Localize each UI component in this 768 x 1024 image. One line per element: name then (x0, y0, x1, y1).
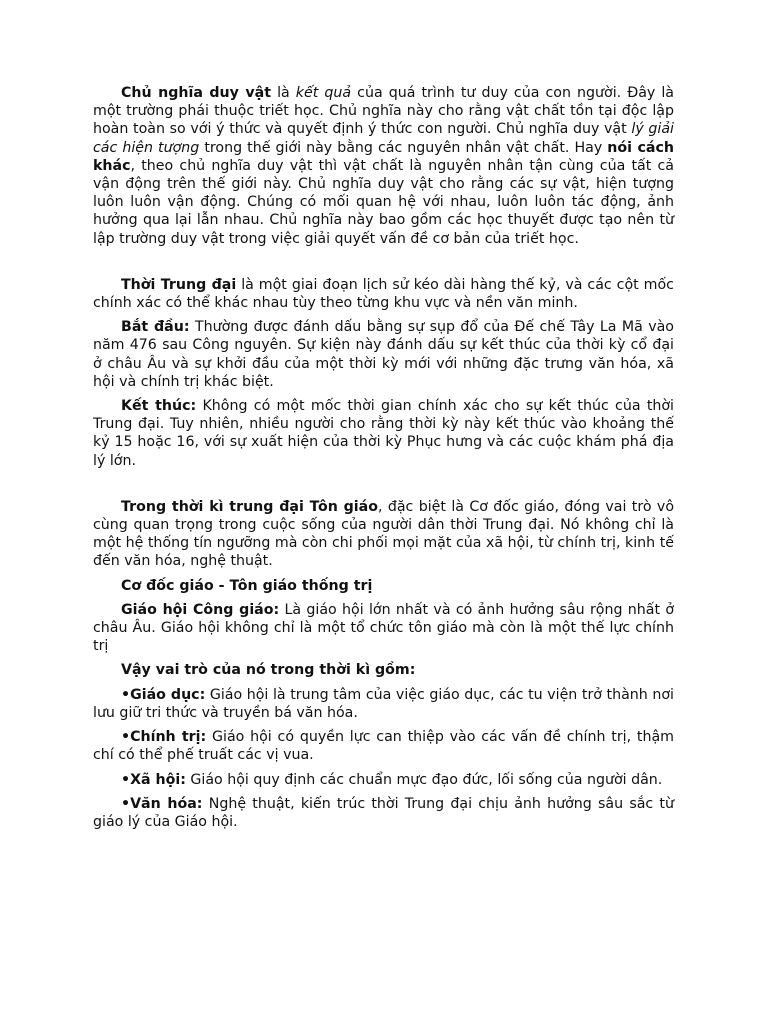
paragraph-middle-ages (93, 276, 674, 312)
paragraph-religion (93, 498, 674, 571)
bullet-label: •Giáo dục: (121, 686, 206, 703)
bullet-label: •Xã hội: (121, 771, 186, 788)
label-end: Kết thúc: (121, 398, 197, 415)
term-materialism: Chủ nghĩa duy vật (121, 85, 272, 101)
text-span: trong thế giới này bằng các nguyên nhân vật chất. Hay (199, 139, 608, 156)
heading-text: Vậy vai trò của nó trong thời kì gồm: (121, 662, 416, 679)
text-span: là (271, 85, 296, 101)
paragraph-end (93, 397, 674, 470)
heading-roles (93, 661, 674, 679)
label-catholic-church: Giáo hội Công giáo: (121, 601, 280, 618)
document-page (93, 84, 674, 831)
label-start: Bắt đầu: (121, 319, 190, 336)
text-span: Thường được đánh dấu bằng sự sụp đổ của Đế chế Tây La Mã vào năm 476 sau Công nguyên. Sự kiện này đánh dấu sự kết thúc của thời kỳ cổ đại ở châu Âu và sự khởi đầu của một thời kỳ mới với những đặc trưng văn hóa, xã hội và chính trị khác biệt. (93, 319, 674, 390)
italic-phrase: kết quả (295, 85, 352, 101)
text-span: của quá trình tư duy của con người. Đây là một trường phái thuộc triết học. Chủ nghĩa này cho rằng vật chất tồn tại độc lập hoàn toàn so với ý thức và quyết định ý thức con người. Chủ nghĩa duy vật (93, 85, 674, 138)
text-span: Không có một mốc thời gian chính xác cho sự kết thúc của thời Trung đại. Tuy nhiên, nhiều người cho rằng thời kỳ này kết thúc vào khoảng thế kỷ 15 hoặc 16, với sự xuất hiện của thời kỳ Phục hưng và các cuộc khám phá địa lý lớn. (93, 398, 675, 469)
term-religion: Trong thời kì trung đại Tôn giáo (121, 498, 378, 515)
italic-phrase: lý giải các hiện tượng (93, 121, 674, 156)
paragraph-start (93, 318, 674, 391)
bullet-politics (93, 728, 674, 764)
bullet-label: •Văn hóa: (121, 795, 203, 812)
paragraph-catholic-church (93, 601, 674, 656)
bullet-society (93, 771, 674, 789)
bullet-text: Giáo hội quy định các chuẩn mực đạo đức, lối sống của người dân. (185, 771, 663, 788)
text-span: , đặc biệt là Cơ đốc giáo, đóng vai trò vô cùng quan trọng trong cuộc sống của người dân thời Trung đại. Nó không chỉ là một hệ thống tín ngưỡng mà còn chi phối mọi mặt của xã hội, từ chính trị, kinh tế đến văn hóa, nghệ thuật. (93, 498, 674, 570)
bullet-label: •Chính trị: (121, 729, 207, 746)
bullet-text: Giáo hội có quyền lực can thiệp vào các vấn đề chính trị, thậm chí có thể phế truất các vị vua. (93, 729, 674, 764)
text-span: , theo chủ nghĩa duy vật thì vật chất là nguyên nhân tận cùng của tất cả vận động trên thế giới này. Chủ nghĩa duy vật cho rằng các sự vật, hiện tượng luôn luôn vận động. Chúng có mối quan hệ với nhau, luôn luôn tác động, ảnh hưởng qua lại lẫn nhau. Chủ nghĩa này bao gồm các học thuyết được tạo nên từ lập trường duy vật trong việc giải quyết vấn đề cơ bản của triết học. (93, 157, 674, 247)
bold-phrase: nói cách khác (93, 139, 674, 174)
bullet-culture (93, 795, 674, 831)
bullet-text: Giáo hội là trung tâm của việc giáo dục, các tu viện trở thành nơi lưu giữ tri thức và truyền bá văn hóa. (93, 686, 674, 721)
heading-text: Cơ đốc giáo - Tôn giáo thống trị (121, 577, 373, 594)
text-span: là một giai đoạn lịch sử kéo dài hàng thế kỷ, và các cột mốc chính xác có thể khác nhau tùy theo từng khu vực và nền văn minh. (93, 276, 674, 312)
text-span: Là giáo hội lớn nhất và có ảnh hưởng sâu rộng nhất ở châu Âu. Giáo hội không chỉ là một tổ chức tôn giáo mà còn là một thế lực chính trị (93, 601, 674, 655)
bullet-text: Nghệ thuật, kiến trúc thời Trung đại chịu ảnh hưởng sâu sắc từ giáo lý của Giáo hội. (93, 795, 674, 830)
paragraph-materialism (93, 84, 674, 248)
bullet-education (93, 686, 674, 722)
heading-christianity (93, 577, 674, 595)
term-middle-ages: Thời Trung đại (121, 276, 237, 293)
